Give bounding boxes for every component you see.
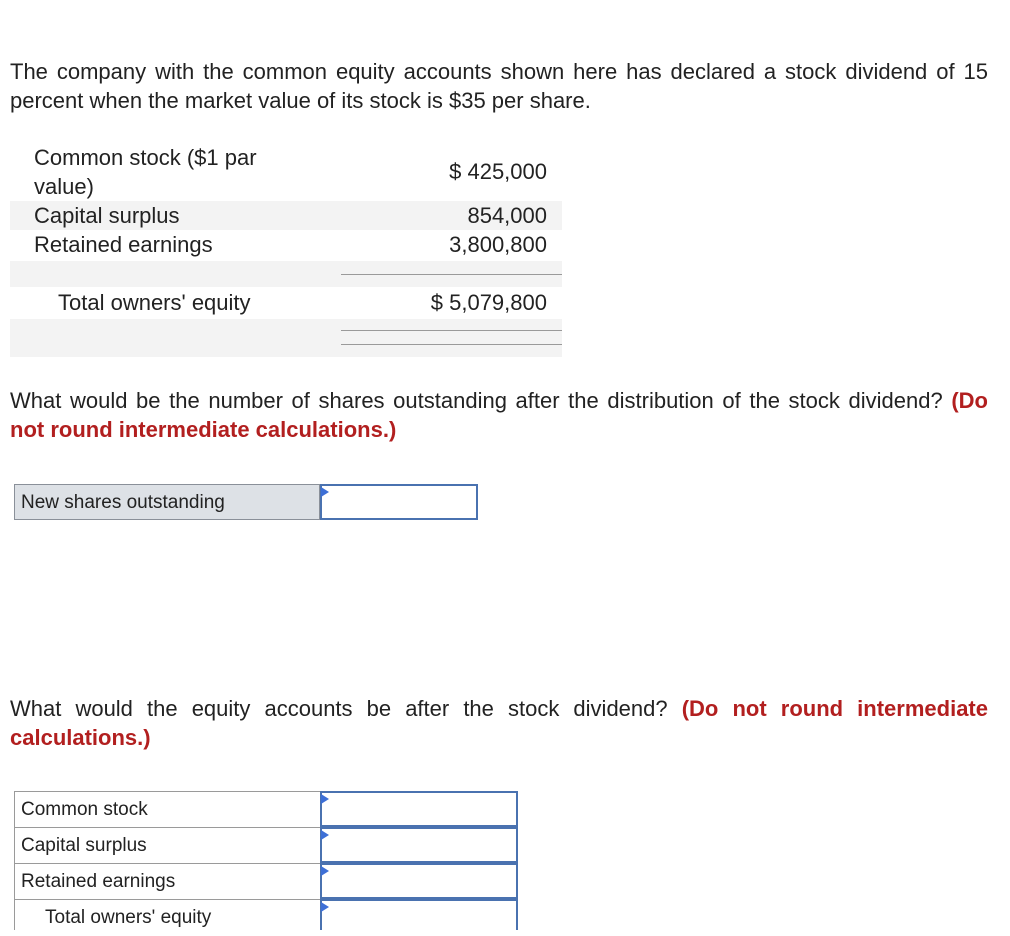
question-2-text: What would the equity accounts be after the stock dividend? [10, 696, 668, 721]
retained-earnings-label: Retained earnings [14, 863, 320, 899]
equity-total-label: Total owners' equity [58, 290, 251, 315]
double-rule-bottom [341, 344, 562, 345]
equity-row-common-stock [10, 143, 562, 201]
common-stock-label: Common stock [14, 791, 320, 827]
subtotal-rule [341, 274, 562, 275]
retained-earnings-input[interactable] [320, 863, 518, 899]
input-marker-icon [321, 794, 329, 804]
equity-label: Common stock ($1 par value) [34, 145, 257, 199]
question-1-note: (Do not round intermediate calculations.) [10, 388, 988, 442]
equity-value: 854,000 [467, 203, 547, 228]
total-owners-equity-input[interactable] [320, 899, 518, 930]
capital-surplus-label: Capital surplus [14, 827, 320, 863]
common-stock-input[interactable] [320, 791, 518, 827]
input-marker-icon [321, 830, 329, 840]
equity-row-capital-surplus [10, 201, 562, 230]
double-rule-top [341, 330, 562, 331]
input-marker-icon [321, 866, 329, 876]
problem-statement-text: The company with the common equity accounts shown here has declared a stock dividend of 15 percent when the market value of its stock is $35 per share. [10, 59, 988, 113]
capital-surplus-input[interactable] [320, 827, 518, 863]
equity-value: 3,800,800 [449, 232, 547, 257]
new-shares-label: New shares outstanding [14, 484, 320, 520]
question-2-note: (Do not round intermediate calculations.) [10, 696, 988, 750]
question-1 [10, 386, 988, 444]
problem-statement [10, 57, 988, 115]
question-1-text: What would be the number of shares outstanding after the distribution of the stock dividend? [10, 388, 943, 413]
new-shares-input[interactable] [320, 484, 478, 520]
equity-label: Retained earnings [34, 232, 213, 257]
equity-value: $ 425,000 [449, 159, 547, 184]
equity-row-total [10, 288, 562, 317]
equity-total-value: $ 5,079,800 [430, 290, 547, 315]
question-2 [10, 694, 988, 752]
equity-label: Capital surplus [34, 203, 180, 228]
input-marker-icon [321, 487, 329, 497]
input-marker-icon [321, 902, 329, 912]
equity-row-retained-earnings [10, 230, 562, 259]
total-owners-equity-label: Total owners' equity [14, 899, 320, 930]
equity-spacer-row [10, 319, 562, 357]
